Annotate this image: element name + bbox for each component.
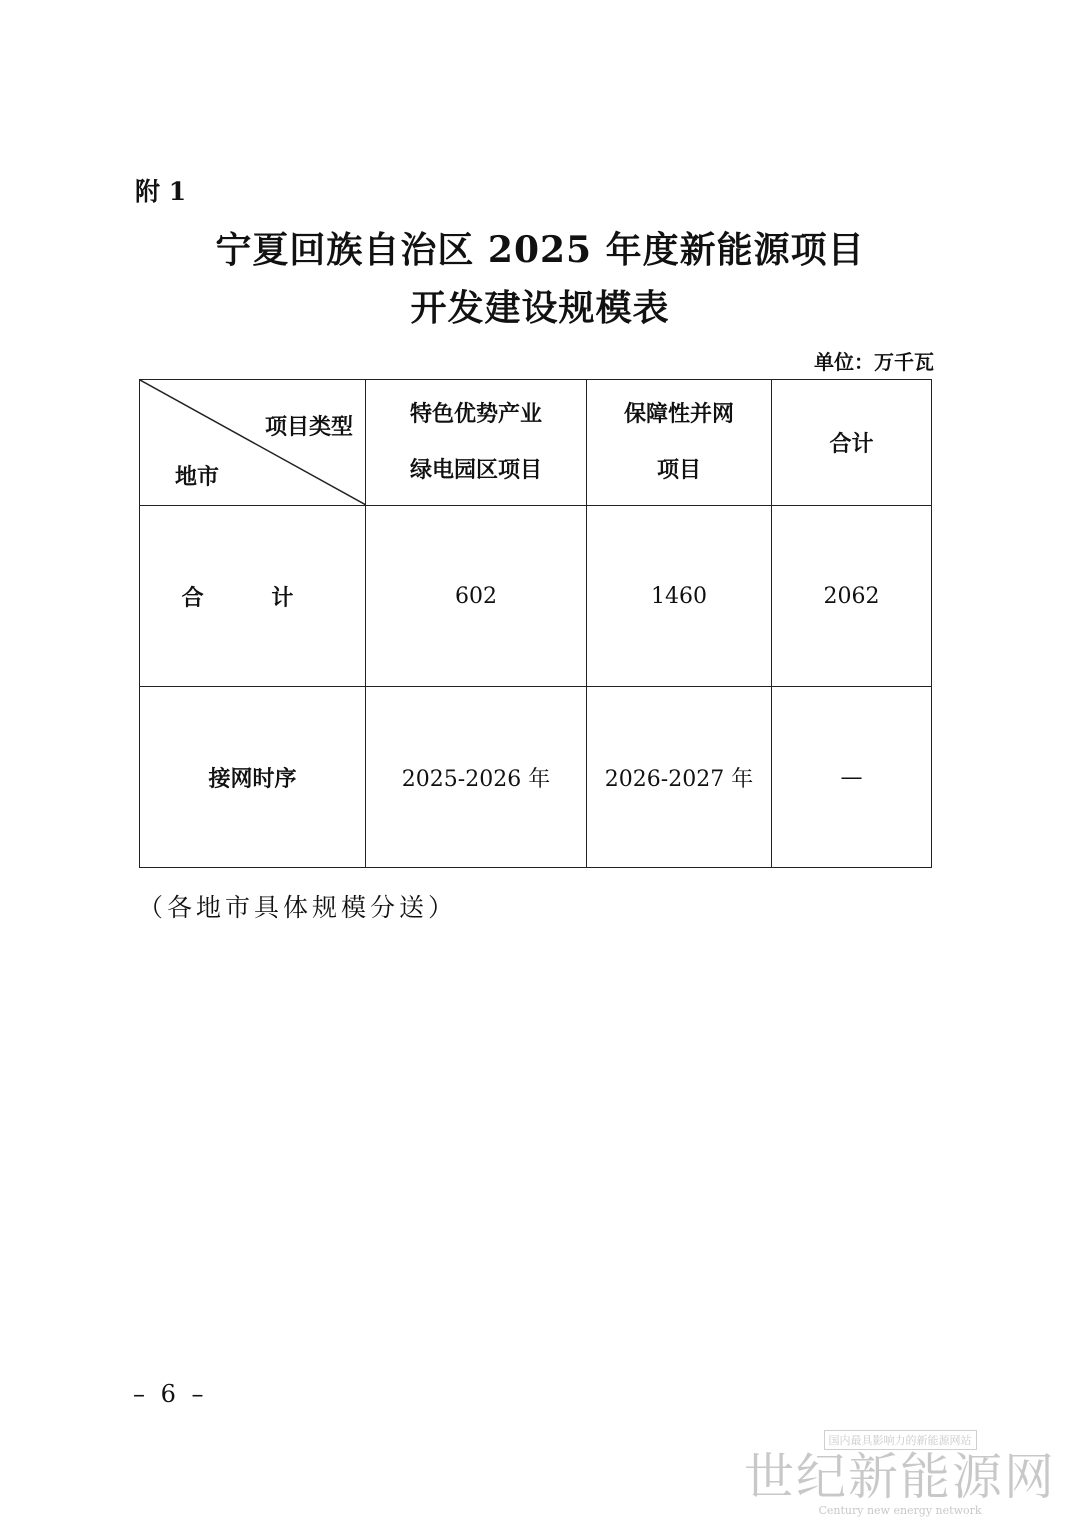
row-label-grid-timing: 接网时序 — [140, 687, 366, 868]
column-header-green-park — [366, 380, 587, 506]
column-header-total: 合计 — [772, 380, 932, 506]
table-header-row — [140, 380, 932, 506]
table-row — [140, 506, 932, 687]
document-title-line-2: 开发建设规模表 — [410, 287, 670, 329]
page-number: – 6 – — [133, 1380, 208, 1408]
row-label-total: 合 计 — [140, 506, 366, 687]
diagonal-line — [140, 380, 366, 505]
development-scale-table — [139, 379, 932, 868]
table-cell: 1460 — [587, 506, 772, 687]
column-header-line: 项目 — [656, 457, 701, 483]
watermark-subtitle: Century new energy network — [818, 1504, 982, 1517]
site-watermark — [744, 1429, 1056, 1517]
diagonal-corner-cell — [140, 380, 366, 506]
watermark-logo-text: 世纪新能源网 — [744, 1448, 1056, 1506]
unit-label: 单位：万千瓦 — [814, 350, 934, 374]
column-header-line: 绿电园区项目 — [409, 457, 542, 483]
column-header-line: 保障性并网 — [623, 401, 734, 427]
corner-label-city: 地市 — [175, 465, 220, 490]
distribution-note: （各地市具体规模分送） — [138, 893, 458, 922]
table-cell: 2062 — [772, 506, 932, 687]
table-cell: 602 — [366, 506, 587, 687]
corner-label-project-type: 项目类型 — [264, 415, 353, 440]
watermark-tagline: 国内最具影响力的新能源网站 — [824, 1430, 977, 1450]
table-cell: 2025-2026 年 — [366, 687, 587, 868]
attachment-label: 附 1 — [135, 177, 187, 206]
table-cell: — — [772, 687, 932, 868]
document-title-line-1: 宁夏回族自治区 2025 年度新能源项目 — [215, 229, 865, 271]
column-header-guaranteed-grid — [587, 380, 772, 506]
table-cell: 2026-2027 年 — [587, 687, 772, 868]
table-row — [140, 687, 932, 868]
column-header-line: 特色优势产业 — [409, 401, 542, 427]
